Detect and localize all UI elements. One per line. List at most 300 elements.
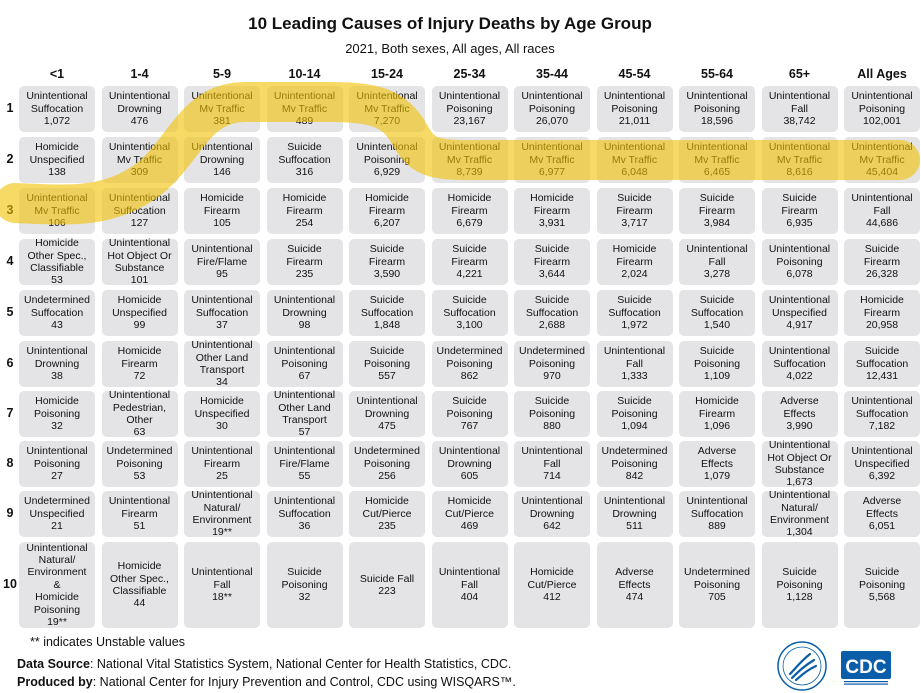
cause-label: Homicide Firearm bbox=[200, 192, 244, 217]
table-cell bbox=[597, 188, 673, 234]
cause-label: Unintentional Suffocation bbox=[191, 294, 253, 319]
rank-label: 1 bbox=[6, 101, 14, 115]
death-count: 26,070 bbox=[535, 115, 569, 128]
death-count: 63 bbox=[133, 426, 146, 439]
cause-label: Homicide Poisoning bbox=[33, 395, 81, 420]
death-count: 1,109 bbox=[703, 370, 731, 383]
cause-label: Suicide Poisoning bbox=[528, 395, 576, 420]
cause-label: Homicide Unspecified bbox=[29, 141, 85, 166]
death-count: 235 bbox=[378, 520, 396, 533]
death-count: 146 bbox=[213, 166, 231, 179]
cause-label: Unintentional Mv Traffic bbox=[768, 141, 831, 166]
table-cell bbox=[597, 441, 673, 487]
table-cell bbox=[679, 188, 755, 234]
table-cell bbox=[762, 188, 838, 234]
cause-label: Undetermined Poisoning bbox=[519, 345, 585, 370]
table-cell bbox=[184, 188, 260, 234]
death-count: 34 bbox=[216, 376, 228, 389]
death-count: 45,404 bbox=[865, 166, 899, 179]
death-count: 43 bbox=[51, 319, 63, 332]
table-cell bbox=[679, 86, 755, 132]
table-cell bbox=[514, 341, 590, 387]
death-count: 99 bbox=[133, 319, 146, 332]
table-cell bbox=[267, 542, 343, 628]
table-cell bbox=[267, 239, 343, 285]
death-count: 98 bbox=[298, 319, 311, 332]
table-cell bbox=[349, 86, 425, 132]
cause-label: Homicide Firearm bbox=[860, 294, 904, 319]
cause-label: Homicide Firearm bbox=[612, 243, 657, 268]
cause-label: Suicide Suffocation bbox=[278, 141, 331, 166]
death-count: 1,079 bbox=[703, 470, 731, 483]
cause-label: Unintentional Drowning bbox=[521, 495, 583, 520]
table-cell bbox=[349, 391, 425, 437]
rank-label: 7 bbox=[6, 406, 14, 420]
death-count: 51 bbox=[133, 520, 146, 533]
produced-by-text: : National Center for Injury Prevention and Control, CDC using WISQARS™. bbox=[92, 675, 516, 689]
table-cell bbox=[679, 542, 755, 628]
death-count: 1,540 bbox=[703, 319, 731, 332]
cause-label: Unintentional Mv Traffic bbox=[686, 141, 748, 166]
table-cell bbox=[844, 542, 920, 628]
death-count: 6,078 bbox=[786, 268, 813, 281]
table-cell bbox=[19, 441, 95, 487]
death-count: 102,001 bbox=[863, 115, 901, 128]
table-cell bbox=[679, 391, 755, 437]
table-cell bbox=[102, 341, 178, 387]
table-cell bbox=[102, 491, 178, 537]
death-count: 53 bbox=[133, 470, 146, 483]
death-count: 3,931 bbox=[538, 217, 566, 230]
table-cell bbox=[102, 290, 178, 336]
death-count: 55 bbox=[298, 470, 311, 483]
death-count: 309 bbox=[130, 166, 149, 179]
death-count: 511 bbox=[626, 520, 643, 533]
death-count: 20,958 bbox=[865, 319, 899, 332]
table-cell bbox=[514, 542, 590, 628]
table-cell bbox=[762, 137, 838, 183]
cause-label: Suicide Firearm bbox=[616, 192, 653, 217]
death-count: 3,644 bbox=[538, 268, 566, 281]
death-count: 6,679 bbox=[456, 217, 483, 230]
death-count: 18,596 bbox=[700, 115, 734, 128]
cause-label: Suicide Firearm bbox=[286, 243, 323, 268]
cause-label: Unintentional Hot Object Or Substance bbox=[767, 439, 832, 476]
death-count: 32 bbox=[298, 591, 311, 604]
cause-label: Unintentional Poisoning bbox=[26, 445, 88, 470]
table-cell bbox=[597, 290, 673, 336]
table-cell bbox=[267, 86, 343, 132]
death-count: 970 bbox=[543, 370, 561, 383]
cause-label: Unintentional Other Land Transport bbox=[273, 389, 336, 426]
table-cell bbox=[19, 188, 95, 234]
table-cell bbox=[184, 290, 260, 336]
cause-label: Suicide Firearm bbox=[451, 243, 488, 268]
death-count: 127 bbox=[130, 217, 149, 230]
cause-label: Suicide Suffocation bbox=[690, 294, 744, 319]
death-count: 1,673 bbox=[786, 476, 813, 489]
death-count: 4,917 bbox=[786, 319, 813, 332]
table-cell bbox=[762, 341, 838, 387]
death-count: 474 bbox=[625, 591, 644, 604]
death-count: 36 bbox=[298, 520, 311, 533]
death-count: 605 bbox=[460, 470, 479, 483]
cause-label: Homicide Cut/Pierce bbox=[527, 566, 577, 591]
table-cell bbox=[102, 86, 178, 132]
cause-label: Unintentional Natural/ Environment bbox=[768, 489, 831, 526]
death-count: 138 bbox=[48, 166, 66, 179]
cause-label: Suicide Firearm bbox=[533, 243, 571, 268]
death-count: 3,278 bbox=[703, 268, 731, 281]
table-cell bbox=[514, 86, 590, 132]
table-cell bbox=[679, 290, 755, 336]
cause-label: Unintentional Other Land Transport bbox=[191, 339, 253, 376]
table-cell bbox=[762, 491, 838, 537]
cause-label: Homicide Firearm bbox=[282, 192, 327, 217]
column-header: 25-34 bbox=[453, 67, 486, 81]
death-count: 7,182 bbox=[868, 420, 896, 433]
table-cell bbox=[844, 188, 920, 234]
cause-label: Unintentional Drowning bbox=[356, 395, 418, 420]
cause-label: Unintentional Mv Traffic bbox=[851, 141, 913, 166]
table-cell bbox=[762, 290, 838, 336]
death-count: 105 bbox=[213, 217, 231, 230]
death-count: 4,221 bbox=[456, 268, 483, 281]
table-cell bbox=[514, 137, 590, 183]
table-cell bbox=[349, 188, 425, 234]
death-count: 6,392 bbox=[868, 470, 896, 483]
cause-label: Homicide Other Spec., Classifiable bbox=[27, 237, 87, 274]
death-count: 1,096 bbox=[703, 420, 731, 433]
death-count: 1,972 bbox=[621, 319, 648, 332]
column-header: 5-9 bbox=[212, 67, 232, 81]
data-source bbox=[17, 657, 511, 671]
death-count: 53 bbox=[51, 274, 63, 287]
death-count: 106 bbox=[48, 217, 66, 230]
table-cell bbox=[432, 441, 508, 487]
table-cell bbox=[184, 341, 260, 387]
death-count: 8,739 bbox=[456, 166, 483, 179]
death-count: 256 bbox=[378, 470, 396, 483]
death-count: 101 bbox=[130, 274, 149, 287]
table-cell bbox=[597, 86, 673, 132]
table-cell bbox=[267, 188, 343, 234]
death-count: 30 bbox=[216, 420, 228, 433]
death-count: 557 bbox=[378, 370, 396, 383]
death-count: 714 bbox=[543, 470, 561, 483]
cause-label: Undetermined Poisoning bbox=[106, 445, 173, 470]
cause-label: Unintentional Fall bbox=[768, 90, 831, 115]
table-cell bbox=[349, 491, 425, 537]
death-count: 1,848 bbox=[373, 319, 401, 332]
cause-label: Adverse Effects bbox=[862, 495, 902, 520]
cause-label: Unintentional Fall bbox=[603, 345, 666, 370]
column-header: 65+ bbox=[788, 67, 811, 81]
cause-label: Suicide Firearm bbox=[368, 243, 406, 268]
cause-label: Unintentional Suffocation bbox=[686, 495, 748, 520]
cause-label: Unintentional Mv Traffic bbox=[273, 90, 336, 115]
cause-label: Unintentional Mv Traffic bbox=[108, 141, 171, 166]
table-cell bbox=[19, 290, 95, 336]
death-count: 412 bbox=[543, 591, 561, 604]
cause-label: Unintentional Poisoning bbox=[686, 90, 748, 115]
cause-label: Unintentional Poisoning bbox=[851, 90, 913, 115]
cause-label: Adverse Effects bbox=[615, 566, 654, 591]
table-cell bbox=[19, 239, 95, 285]
cause-label: Unintentional Drowning bbox=[108, 90, 171, 115]
death-count: 4,022 bbox=[786, 370, 813, 383]
death-count: 38,742 bbox=[783, 115, 816, 128]
cdc-logo bbox=[840, 650, 892, 686]
death-count: 316 bbox=[295, 166, 314, 179]
table-cell bbox=[19, 137, 95, 183]
death-count: 6,465 bbox=[703, 166, 731, 179]
death-count: 21 bbox=[51, 520, 63, 533]
table-cell bbox=[844, 391, 920, 437]
cause-label: Unintentional Mv Traffic bbox=[26, 192, 88, 217]
rank-label: 2 bbox=[6, 152, 14, 166]
table-cell bbox=[844, 341, 920, 387]
table-cell bbox=[432, 542, 508, 628]
column-header: 55-64 bbox=[701, 67, 733, 81]
table-cell bbox=[844, 137, 920, 183]
table-cell bbox=[597, 239, 673, 285]
column-header: 10-14 bbox=[288, 67, 321, 81]
cause-label: Unintentional Fire/Flame bbox=[191, 243, 253, 268]
rank-label: 8 bbox=[6, 456, 14, 470]
death-count: 19** bbox=[47, 616, 67, 629]
rank-label: 9 bbox=[6, 506, 14, 520]
death-count: 1,094 bbox=[621, 420, 648, 433]
cause-label: Unintentional Poisoning bbox=[521, 90, 583, 115]
table-cell bbox=[349, 341, 425, 387]
cause-label: Unintentional Firearm bbox=[191, 445, 253, 470]
death-count: 381 bbox=[213, 115, 231, 128]
cause-label: Undetermined Suffocation bbox=[24, 294, 90, 319]
death-count: 880 bbox=[543, 420, 561, 433]
cause-label: Unintentional Mv Traffic bbox=[438, 141, 501, 166]
table-cell bbox=[184, 491, 260, 537]
table-cell bbox=[349, 137, 425, 183]
cause-label: Unintentional Fall bbox=[438, 566, 501, 591]
death-count: 57 bbox=[298, 426, 311, 439]
cause-label: Homicide Firearm bbox=[117, 345, 162, 370]
cause-label: Unintentional Firearm bbox=[108, 495, 171, 520]
table-cell bbox=[432, 137, 508, 183]
cause-label: Homicide Cut/Pierce bbox=[362, 495, 412, 520]
cause-label: Unintentional Suffocation bbox=[851, 395, 913, 420]
cause-label: Adverse Effects bbox=[697, 445, 737, 470]
death-count: 6,207 bbox=[373, 217, 401, 230]
death-count: 37 bbox=[216, 319, 228, 332]
cause-label: Homicide Other Spec., Classifiable bbox=[110, 560, 169, 597]
death-count: 1,304 bbox=[786, 526, 813, 539]
table-cell bbox=[679, 441, 755, 487]
table-cell bbox=[267, 290, 343, 336]
cause-label: Unintentional Fire/Flame bbox=[273, 445, 336, 470]
table-cell bbox=[432, 341, 508, 387]
cause-label: Unintentional Natural/ Environment & Homicide Poisoning bbox=[26, 541, 88, 616]
table-cell bbox=[597, 491, 673, 537]
table-cell bbox=[267, 137, 343, 183]
cause-label: Unintentional Fall bbox=[521, 445, 583, 470]
death-count: 476 bbox=[130, 115, 149, 128]
cause-label: Unintentional Unspecified bbox=[851, 445, 913, 470]
table-cell bbox=[349, 239, 425, 285]
table-cell bbox=[432, 391, 508, 437]
death-count: 2,024 bbox=[621, 268, 648, 281]
cause-label: Suicide Firearm bbox=[781, 192, 818, 217]
death-count: 3,984 bbox=[703, 217, 731, 230]
cause-label: Unintentional Poisoning bbox=[356, 141, 418, 166]
cause-label: Suicide Poisoning bbox=[281, 566, 328, 591]
column-header: 45-54 bbox=[618, 67, 651, 81]
data-source-text: : National Vital Statistics System, National Center for Health Statistics, CDC. bbox=[89, 657, 512, 671]
cause-label: Unintentional Drowning bbox=[273, 294, 336, 319]
cause-label: Unintentional Fall bbox=[686, 243, 748, 268]
cause-label: Homicide Unspecified bbox=[194, 395, 250, 420]
cause-label: Suicide Poisoning bbox=[693, 345, 741, 370]
table-cell bbox=[844, 290, 920, 336]
rank-label: 4 bbox=[6, 254, 14, 268]
chart-title: 10 Leading Causes of Injury Deaths by Age Group bbox=[248, 14, 652, 33]
table-cell bbox=[844, 239, 920, 285]
cause-label: Homicide Unspecified bbox=[112, 294, 167, 319]
table-cell bbox=[267, 491, 343, 537]
death-count: 1,128 bbox=[786, 591, 813, 604]
death-count: 23,167 bbox=[453, 115, 486, 128]
death-count: 842 bbox=[625, 470, 644, 483]
death-count: 12,431 bbox=[865, 370, 899, 383]
cause-label: Unintentional Mv Traffic bbox=[191, 90, 253, 115]
death-count: 3,990 bbox=[786, 420, 813, 433]
cause-label: Homicide Firearm bbox=[530, 192, 574, 217]
table-cell bbox=[102, 137, 178, 183]
death-count: 7,270 bbox=[373, 115, 401, 128]
table-cell bbox=[514, 491, 590, 537]
cause-label: Suicide Suffocation bbox=[443, 294, 496, 319]
produced-by-label: Produced by bbox=[17, 675, 93, 689]
unstable-note: ** indicates Unstable values bbox=[30, 635, 185, 649]
cause-label: Undetermined Poisoning bbox=[436, 345, 503, 370]
cause-label: Suicide Poisoning bbox=[446, 395, 493, 420]
death-count: 3,717 bbox=[621, 217, 648, 230]
table-cell bbox=[184, 239, 260, 285]
table-cell bbox=[432, 188, 508, 234]
cause-label: Homicide Firearm bbox=[695, 395, 739, 420]
table-cell bbox=[19, 491, 95, 537]
death-count: 44,686 bbox=[865, 217, 899, 230]
cause-label: Suicide Poisoning bbox=[363, 345, 411, 370]
cause-label: Suicide Poisoning bbox=[776, 566, 823, 591]
table-cell bbox=[679, 341, 755, 387]
death-count: 6,048 bbox=[621, 166, 648, 179]
table-cell bbox=[514, 441, 590, 487]
table-cell bbox=[267, 441, 343, 487]
table-cell bbox=[514, 290, 590, 336]
cause-label: Suicide Suffocation bbox=[608, 294, 661, 319]
death-count: 18** bbox=[212, 591, 232, 604]
chart-subtitle: 2021, Both sexes, All ages, All races bbox=[345, 41, 555, 56]
cause-label: Unintentional Poisoning bbox=[768, 243, 831, 268]
table-cell bbox=[597, 341, 673, 387]
death-count: 767 bbox=[460, 420, 479, 433]
cause-label: Unintentional Suffocation bbox=[273, 495, 336, 520]
death-count: 2,688 bbox=[538, 319, 566, 332]
death-count: 19** bbox=[212, 526, 232, 539]
table-cell bbox=[349, 441, 425, 487]
table-cell bbox=[762, 391, 838, 437]
table-cell bbox=[679, 137, 755, 183]
table-cell bbox=[19, 391, 95, 437]
death-count: 6,929 bbox=[373, 166, 401, 179]
death-count: 5,568 bbox=[868, 591, 896, 604]
table-cell bbox=[184, 441, 260, 487]
cause-label: Unintentional Unspecified bbox=[768, 294, 831, 319]
table-cell bbox=[184, 542, 260, 628]
hhs-seal-logo bbox=[776, 640, 828, 692]
death-count: 489 bbox=[295, 115, 314, 128]
cause-label: Undetermined Poisoning bbox=[601, 445, 668, 470]
cause-label: Undetermined Unspecified bbox=[24, 495, 90, 520]
cdc-logo-text: CDC bbox=[845, 657, 887, 678]
death-count: 25 bbox=[216, 470, 228, 483]
death-count: 44 bbox=[133, 597, 146, 610]
cause-label: Suicide Suffocation bbox=[360, 294, 414, 319]
cause-label: Unintentional Drowning bbox=[26, 345, 88, 370]
table-cell bbox=[19, 542, 95, 628]
table-cell bbox=[597, 542, 673, 628]
death-count: 223 bbox=[378, 585, 396, 597]
cause-label: Suicide Fall bbox=[359, 572, 415, 585]
cause-label: Adverse Effects bbox=[780, 395, 819, 420]
table-cell bbox=[844, 86, 920, 132]
death-count: 21,011 bbox=[618, 115, 651, 128]
death-count: 38 bbox=[51, 370, 63, 383]
cause-label: Unintentional Drowning bbox=[191, 141, 253, 166]
cause-label: Homicide Firearm bbox=[447, 192, 492, 217]
rank-label: 6 bbox=[6, 356, 14, 370]
cause-label: Homicide Cut/Pierce bbox=[444, 495, 495, 520]
cause-label: Suicide Poisoning bbox=[611, 395, 658, 420]
cause-label: Undetermined Poisoning bbox=[354, 445, 420, 470]
death-count: 67 bbox=[298, 370, 311, 383]
cause-label: Undetermined Poisoning bbox=[684, 566, 750, 591]
death-count: 6,977 bbox=[538, 166, 566, 179]
column-header: 1-4 bbox=[130, 67, 149, 81]
table-cell bbox=[432, 86, 508, 132]
table-cell bbox=[19, 341, 95, 387]
death-count: 32 bbox=[51, 420, 63, 433]
cause-label: Unintentional Fall bbox=[851, 192, 913, 217]
column-header: 15-24 bbox=[371, 67, 403, 81]
cause-label: Unintentional Suffocation bbox=[26, 90, 88, 115]
table-cell bbox=[844, 441, 920, 487]
table-cell bbox=[514, 391, 590, 437]
cause-label: Suicide Poisoning bbox=[858, 566, 906, 591]
cause-label: Unintentional Drowning bbox=[438, 445, 501, 470]
table-cell bbox=[762, 86, 838, 132]
cause-label: Suicide Suffocation bbox=[855, 345, 909, 370]
table-cell bbox=[349, 290, 425, 336]
death-count: 475 bbox=[378, 420, 396, 433]
cause-label: Unintentional Mv Traffic bbox=[603, 141, 666, 166]
death-count: 1,072 bbox=[43, 115, 71, 128]
rank-label: 10 bbox=[3, 577, 17, 591]
death-count: 8,616 bbox=[786, 166, 813, 179]
cause-label: Suicide Suffocation bbox=[525, 294, 579, 319]
table-cell bbox=[432, 239, 508, 285]
